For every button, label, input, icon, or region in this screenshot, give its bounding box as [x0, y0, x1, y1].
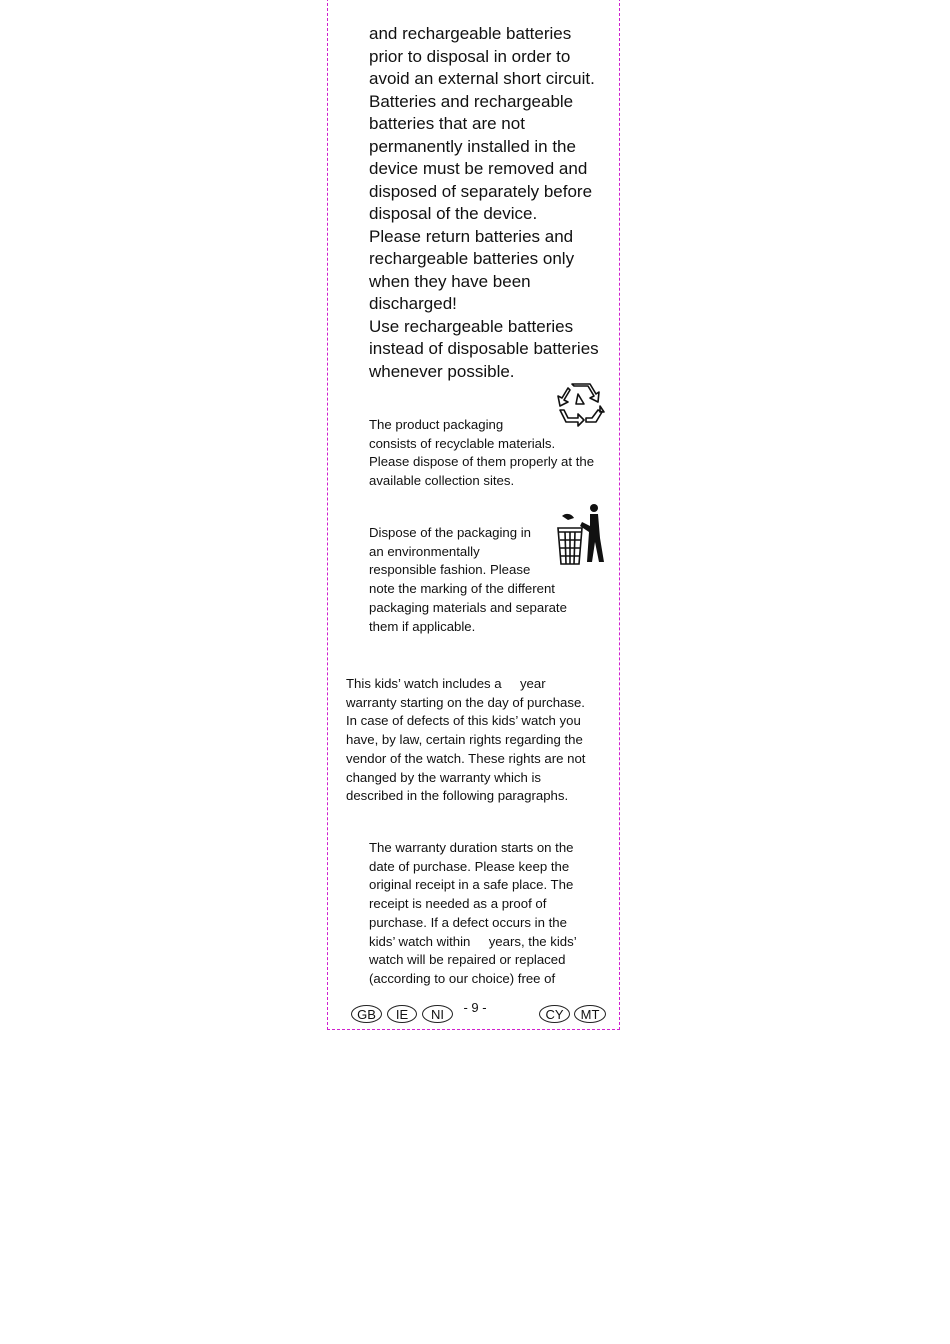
page-number: - 9 - — [463, 1000, 487, 1015]
warranty-duration-text: The warranty duration starts on the date of purchase. Please keep the original receipt in a safe place. The receipt is needed as a proof of purchase. If a defect occurs in the kids’ watch within years, the kids’ watch will be repaired or replaced (according to our choice) free of — [369, 840, 577, 986]
warranty-intro-text: This kids’ watch includes a year warranty starting on the day of purchase. In case of defects of this kids’ watch you have, by law, certain rights regarding the vendor of the watch. These rights are not changed by the warranty which is described in the following paragraphs. — [346, 676, 586, 804]
country-badge-gb: GB — [351, 1005, 382, 1023]
country-badge-cy: CY — [539, 1005, 570, 1023]
packaging-dispose-text: Dispose of the packaging in an environmentally responsible fashion. Please note the marking of the different packaging materials and separate them if applicable. — [369, 525, 567, 634]
battery-disposal-text: and rechargeable batteries prior to disposal in order to avoid an external short circuit. Batteries and rechargeable batteries that are not permanently installed in the device must be removed and disposed of separately before disposal of the device. Please return batteries and rechargeable batteries only when they have been discharged! Use rechargeable batteries instead of disposable batteries whenever possible. — [369, 24, 599, 381]
country-badge-ni: NI — [422, 1005, 453, 1023]
country-badge-ie: IE — [387, 1005, 417, 1023]
country-badge-mt: MT — [574, 1005, 606, 1023]
packaging-recycle-text: The product packaging consists of recyclable materials. Please dispose of them properly at the available collection sites. — [369, 417, 595, 489]
